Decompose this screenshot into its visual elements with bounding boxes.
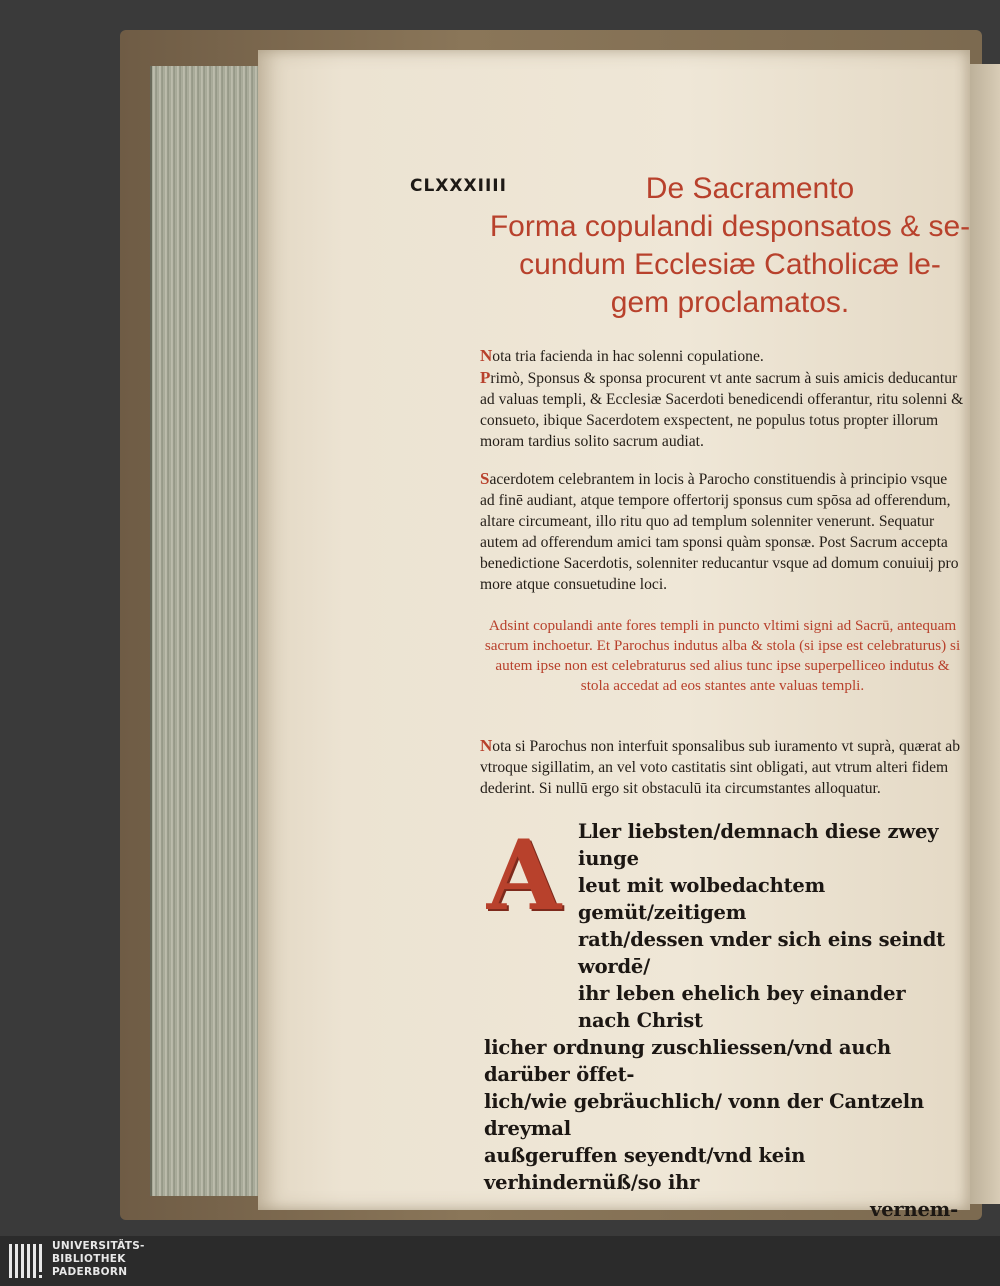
logo-line: BIBLIOTHEK bbox=[52, 1253, 126, 1265]
paragraph-primo bbox=[480, 367, 965, 452]
paragraph-sacerdotem bbox=[480, 468, 965, 595]
german-blackletter-text bbox=[484, 818, 958, 1223]
red-initial: N bbox=[480, 346, 493, 365]
heading-line: De Sacramento bbox=[645, 172, 855, 205]
red-initial: S bbox=[480, 469, 490, 488]
page-edges bbox=[150, 66, 264, 1196]
heading-line: Forma copulandi desponsatos & se- bbox=[489, 210, 971, 243]
red-initial: P bbox=[480, 368, 491, 387]
paragraph-text: ota si Parochus non interfuit sponsalibus sub iuramento vt suprà, quærat ab vtroque sigillatim, an vel voto castitatis sint obligati, aut vtrum alteri fidem dederint. Si nullū ergo sit obstaculū ita circumstantes alloquatur. bbox=[480, 738, 961, 797]
german-line: licher ordnung zuschliessen/vnd auch darüber öffet- bbox=[484, 1036, 891, 1086]
red-initial: N bbox=[480, 736, 493, 755]
logo-line: UNIVERSITÄTS- bbox=[52, 1240, 145, 1252]
paragraph-nota-tria bbox=[480, 345, 965, 367]
heading-line: cundum Ecclesiæ Catholicæ le- bbox=[519, 248, 941, 281]
catchword: vernem- bbox=[870, 1198, 958, 1221]
german-line: ihr leben ehelich bey einander nach Christ bbox=[578, 982, 906, 1032]
german-line: lich/wie gebräuchlich/ vonn der Cantzeln dreymal bbox=[484, 1090, 924, 1140]
paragraph-text: rimò, Sponsus & sponsa procurent vt ante sacrum à suis amicis deducantur ad valuas templi, & Ecclesiæ Sacerdoti benedicendi offerantur, ritu solenni & consueto, ibique Sacerdotem exspectent, ne populus totus propter illorum moram tardius solito sacrum audiat. bbox=[480, 370, 964, 450]
decorated-dropcap: A bbox=[486, 819, 562, 932]
paragraph-text: ota tria facienda in hac solenni copulatione. bbox=[492, 348, 764, 365]
german-line: leut mit wolbedachtem gemüt/zeitigem bbox=[578, 874, 826, 924]
library-logo-icon bbox=[8, 1240, 48, 1282]
page-heading bbox=[470, 170, 990, 322]
german-line: Ller liebsten/demnach diese zwey iunge bbox=[578, 820, 939, 870]
paragraph-nota-si bbox=[480, 735, 965, 799]
paragraph-text: acerdotem celebrantem in locis à Parocho constituendis à principio vsque ad finē audiant, atque tempore offertorij sponsus cum spōsa ad offerendum, altare circumeant, illo ritu quo ad templum solenniter venerunt. Sequatur autem ad offerendum amici tam sponsi quàm sponsæ. Post Sacrum accepta benedictione Sacerdotis, solenniter reducantur vsque ad domum conuiuij pro more atque consuetudine loci. bbox=[480, 471, 959, 593]
german-line: rath/dessen vnder sich eins seindt wordē/ bbox=[578, 928, 945, 978]
library-logo-text bbox=[52, 1240, 145, 1279]
german-line: außgeruffen seyendt/vnd kein verhindernüß/so ihr bbox=[484, 1144, 806, 1194]
logo-line: PADERBORN bbox=[52, 1266, 128, 1278]
rubric-adsint: Adsint copulandi ante fores templi in puncto vltimi signi ad Sacrū, antequam sacrum inchoetur. Et Parochus indutus alba & stola (si ipse est celebraturus) si autem ipse non est celebraturus sed alius tunc ipse superpelliceo indutus & stola accedat ad eos stantes ante valuas templi. bbox=[484, 617, 961, 694]
folio-number: CLXXXIIII bbox=[410, 176, 507, 196]
footer-bar bbox=[0, 1236, 1000, 1286]
heading-line: gem proclamatos. bbox=[610, 286, 850, 319]
